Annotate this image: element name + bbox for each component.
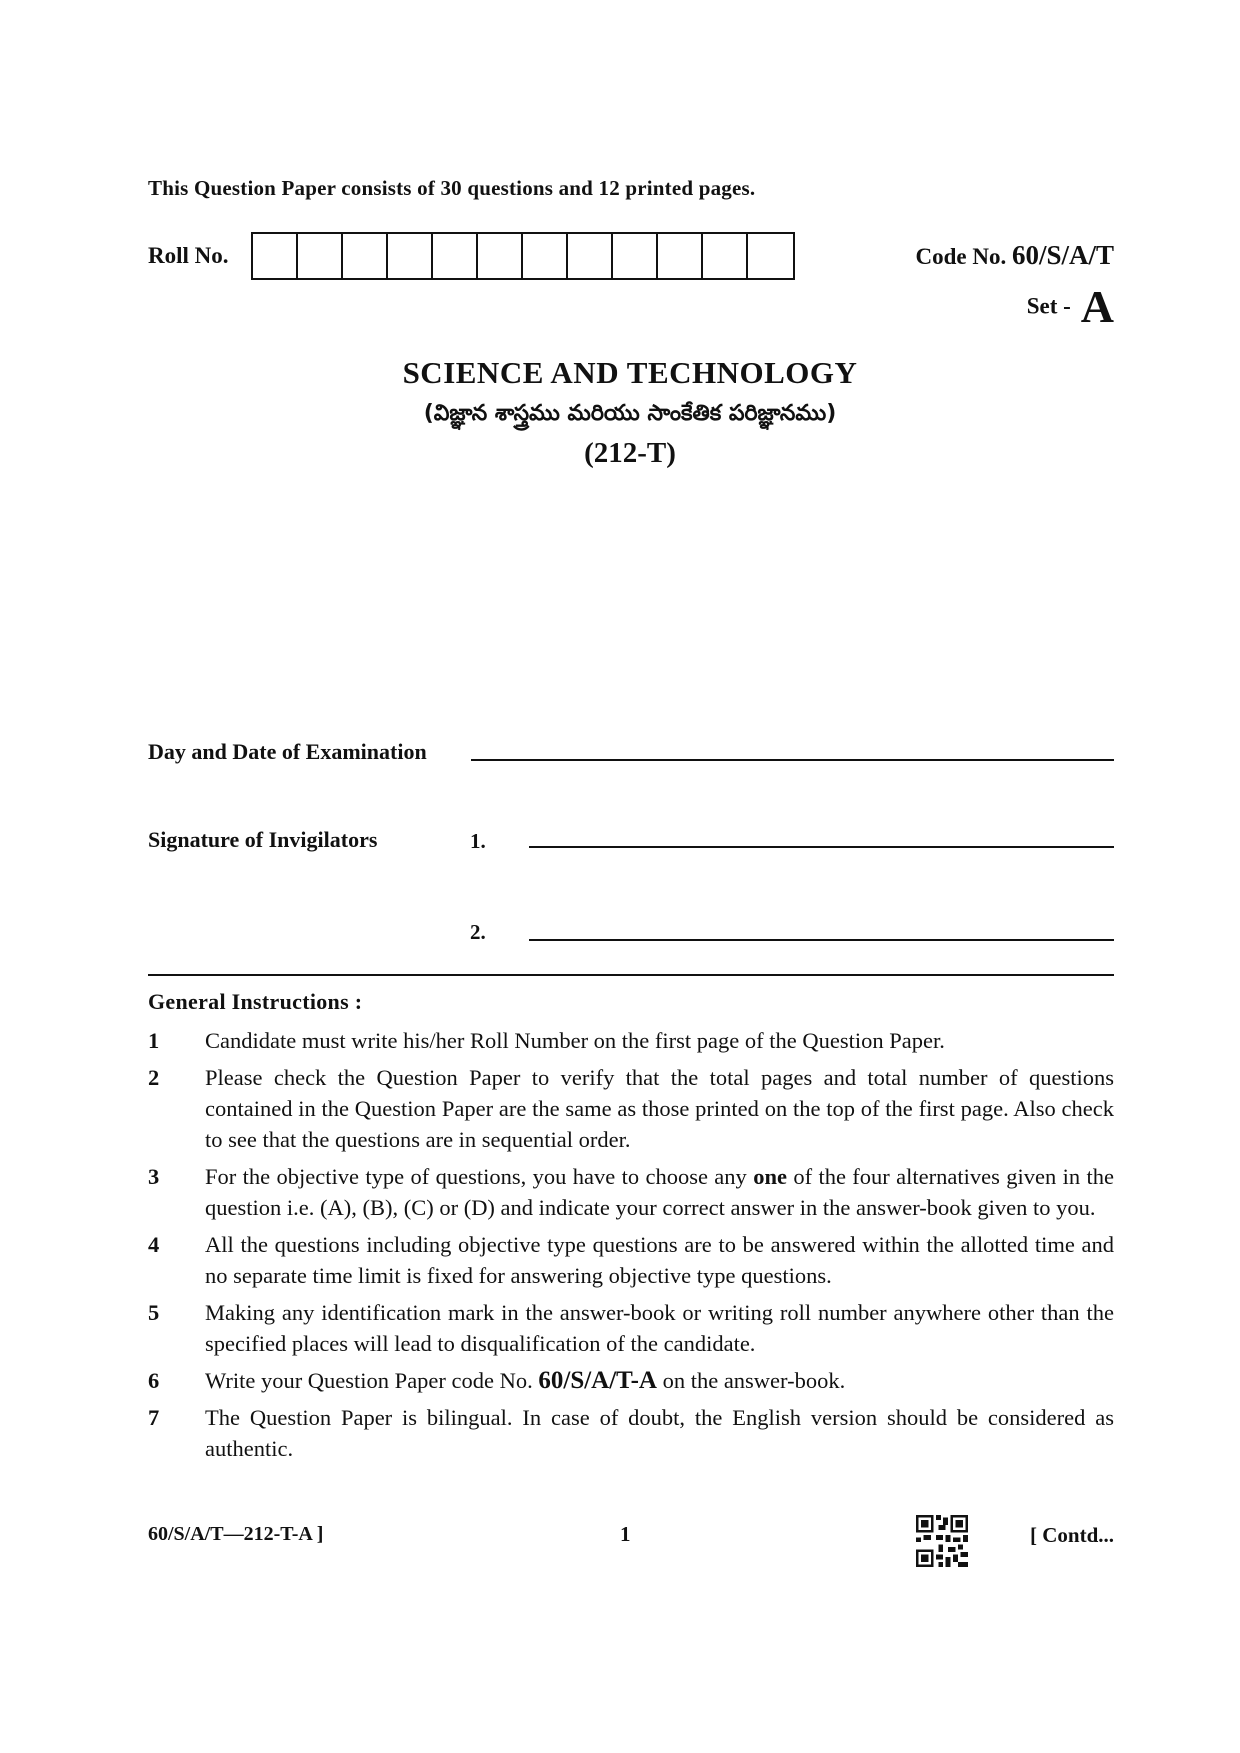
- roll-digit-box[interactable]: [298, 234, 343, 278]
- roll-digit-box[interactable]: [568, 234, 613, 278]
- instruction-number: 5: [148, 1300, 160, 1325]
- instruction-item: [148, 1365, 1114, 1396]
- exam-date-line[interactable]: [471, 759, 1114, 761]
- instruction-text-part: of the four alternatives given in the question i.e. (A), (B), (C) or (D) and indicate your correct answer in the answer-book given to you.: [205, 1164, 1114, 1220]
- paper-code: (212-T): [584, 437, 676, 469]
- roll-digit-box[interactable]: [433, 234, 478, 278]
- instructions-list: [148, 1025, 1114, 1470]
- instruction-text-part: For the objective type of questions, you have to choose any: [205, 1164, 754, 1189]
- subject-title-telugu: (విజ్ఞాన శాస్త్రము మరియు సాంకేతిక పరిజ్ఞానము): [423, 401, 837, 426]
- section-divider: [148, 974, 1114, 976]
- instruction-text: [205, 1161, 1114, 1223]
- question-paper-note: This Question Paper consists of 30 questions and 12 printed pages.: [148, 176, 756, 200]
- instruction-item: [148, 1229, 1114, 1291]
- instruction-item: [148, 1402, 1114, 1464]
- roll-digit-box[interactable]: [478, 234, 523, 278]
- answer-book-code: 60/S/A/T-A: [538, 1367, 657, 1394]
- roll-digit-box[interactable]: [748, 234, 793, 278]
- set-label: Set -: [1026, 293, 1071, 319]
- roll-digit-box[interactable]: [388, 234, 433, 278]
- instruction-item: [148, 1161, 1114, 1223]
- signature-1-line[interactable]: [529, 846, 1114, 848]
- instruction-number: 4: [148, 1232, 160, 1257]
- instructions-heading: General Instructions :: [148, 989, 363, 1014]
- instruction-text: Candidate must write his/her Roll Number on the first page of the Question Paper.: [205, 1028, 945, 1053]
- set-indicator: [1027, 280, 1114, 333]
- page-number: 1: [620, 1522, 631, 1546]
- instruction-number: 7: [148, 1405, 160, 1430]
- instruction-text: [205, 1365, 1114, 1396]
- instruction-number: 2: [148, 1065, 160, 1090]
- code-value: 60/S/A/T: [1011, 240, 1114, 270]
- instruction-text: The Question Paper is bilingual. In case of doubt, the English version should be considered as authentic.: [205, 1405, 1114, 1461]
- roll-digit-box[interactable]: [613, 234, 658, 278]
- instruction-text-part: Write your Question Paper code No.: [205, 1368, 539, 1393]
- instruction-text-part: on the answer-book.: [656, 1368, 846, 1393]
- roll-digit-box[interactable]: [703, 234, 748, 278]
- footer-paper-code: 60/S/A/T—212-T-A ]: [148, 1523, 324, 1545]
- instruction-number: 6: [148, 1368, 160, 1393]
- continued-marker: [ Contd...: [1029, 1523, 1114, 1547]
- code-number: [915, 240, 1114, 271]
- subject-title: SCIENCE AND TECHNOLOGY: [402, 355, 858, 390]
- signature-2-line[interactable]: [529, 939, 1114, 941]
- roll-digit-box[interactable]: [253, 234, 298, 278]
- instruction-text: Making any identification mark in the answer-book or writing roll number anywhere other than the specified places will lead to disqualification of the candidate.: [205, 1300, 1114, 1356]
- code-label: Code No.: [915, 244, 1007, 269]
- title-block: [0, 355, 1240, 470]
- instruction-number: 3: [148, 1164, 160, 1189]
- exam-date-label: Day and Date of Examination: [148, 739, 427, 764]
- instruction-emphasis: one: [753, 1164, 787, 1189]
- invigilator-signature-label: Signature of Invigilators: [148, 827, 378, 852]
- instruction-item: [148, 1297, 1114, 1359]
- signature-2-number: 2.: [470, 920, 486, 944]
- instruction-number: 1: [148, 1028, 160, 1053]
- roll-digit-box[interactable]: [523, 234, 568, 278]
- qr-code-icon: [916, 1515, 968, 1567]
- roll-digit-box[interactable]: [343, 234, 388, 278]
- roll-digit-box[interactable]: [658, 234, 703, 278]
- signature-1-number: 1.: [470, 829, 486, 853]
- roll-number-boxes: [251, 232, 795, 280]
- instruction-text: All the questions including objective type questions are to be answered within the allotted time and no separate time limit is fixed for answering objective type questions.: [205, 1232, 1114, 1288]
- roll-number-label: Roll No.: [148, 243, 229, 268]
- instruction-item: [148, 1062, 1114, 1155]
- instruction-item: [148, 1025, 1114, 1056]
- instruction-text: Please check the Question Paper to verify that the total pages and total number of questions contained in the Question Paper are the same as those printed on the top of the first page. Also check to see that the questions are in sequential order.: [205, 1065, 1114, 1152]
- set-value: A: [1080, 281, 1114, 332]
